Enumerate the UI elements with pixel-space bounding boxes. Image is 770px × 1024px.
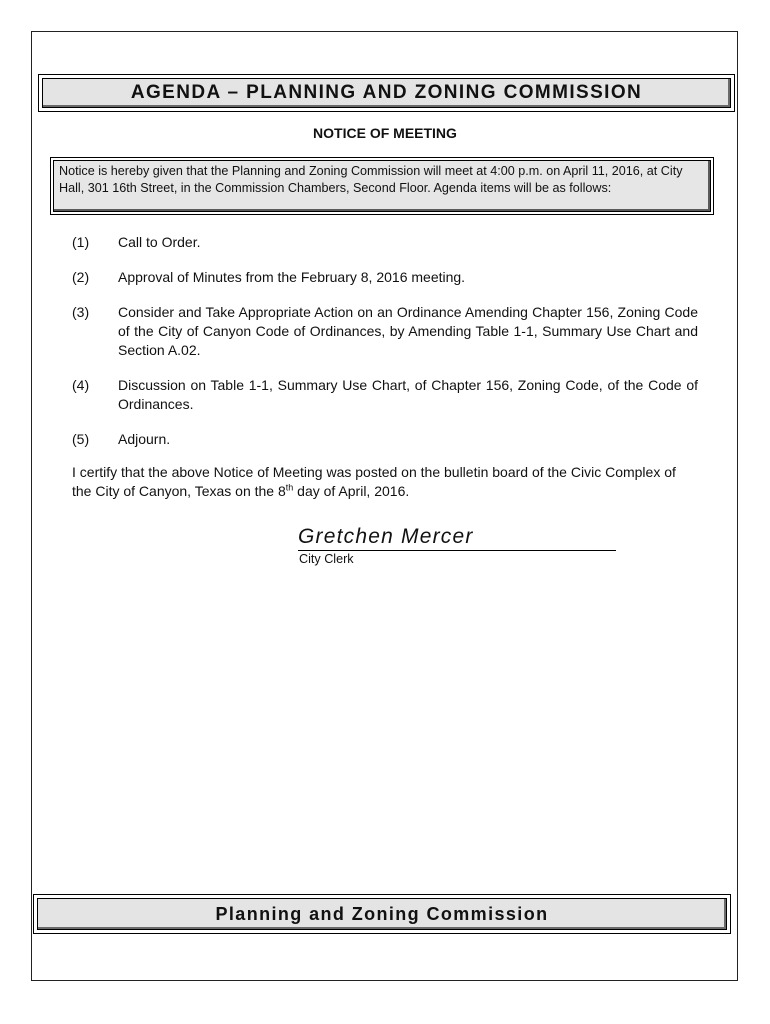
agenda-item	[72, 233, 698, 252]
certification-text-after: day of April, 2016.	[293, 483, 410, 499]
agenda-item	[72, 376, 698, 414]
title-banner	[38, 74, 735, 112]
agenda-item-text: Call to Order.	[118, 234, 201, 250]
certification-superscript: th	[285, 482, 294, 493]
signature: Gretchen Mercer	[298, 525, 616, 551]
page-title: AGENDA – PLANNING AND ZONING COMMISSION	[130, 82, 643, 103]
agenda-item-number: (4)	[72, 377, 90, 393]
notice-box	[50, 157, 714, 215]
footer-banner	[33, 894, 731, 934]
agenda-item-text: Approval of Minutes from the February 8, 2016 meeting.	[118, 269, 466, 285]
agenda-item-text: Adjourn.	[118, 431, 171, 447]
agenda-item	[72, 430, 698, 449]
title-banner-inner	[42, 78, 731, 108]
signer-title: City Clerk	[299, 552, 354, 566]
agenda-item-text: Consider and Take Appropriate Action on an Ordinance Amending Chapter 156, Zoning Code of the City of Canyon Code of Ordinances, by Amending Table 1-1, Summary Use Chart and Section A.02.	[118, 304, 698, 358]
certification-statement	[72, 463, 698, 501]
agenda-item-number: (2)	[72, 269, 90, 285]
agenda-item-number: (3)	[72, 304, 90, 320]
certification-text-before: I certify that the above Notice of Meeting was posted on the bulletin board of the Civic Complex of the City of Canyon, Texas on the 8	[72, 464, 676, 499]
footer-banner-inner	[37, 898, 727, 930]
agenda-item-text: Discussion on Table 1-1, Summary Use Chart, of Chapter 156, Zoning Code, of the Code of Ordinances.	[118, 377, 698, 412]
notice-heading: NOTICE OF MEETING	[313, 125, 457, 141]
footer-title: Planning and Zoning Commission	[215, 903, 549, 924]
agenda-item-number: (1)	[72, 234, 90, 250]
notice-text: Notice is hereby given that the Planning and Zoning Commission will meet at 4:00 p.m. on April 11, 2016, at City Hall, 301 16th Street, in the Commission Chambers, Second Floor. Agenda items will be as follows:	[53, 160, 711, 212]
agenda-item-number: (5)	[72, 431, 90, 447]
agenda-item	[72, 303, 698, 360]
agenda-item	[72, 268, 698, 287]
agenda-list	[72, 233, 698, 465]
